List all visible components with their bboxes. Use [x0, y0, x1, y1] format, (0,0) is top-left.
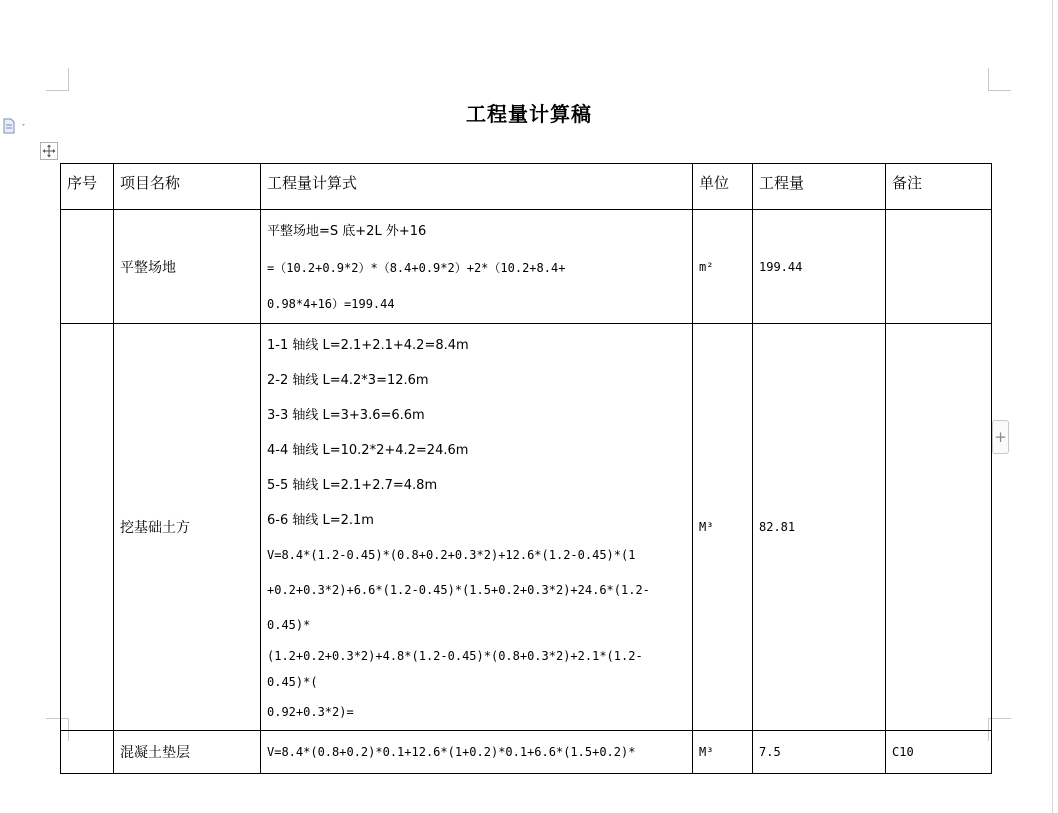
formula-line: (1.2+0.2+0.3*2)+4.8*(1.2-0.45)*(0.8+0.3*2)+2.1*(1.2-0.45)*(: [267, 649, 643, 689]
cell-formula[interactable]: [261, 210, 693, 324]
formula-line: 2-2 轴线 L=4.2*3=12.6m: [267, 373, 429, 388]
header-seq: 序号: [61, 164, 114, 210]
table-row: [61, 324, 992, 731]
formula-line: 1-1 轴线 L=2.1+2.1+4.2=8.4m: [267, 338, 469, 353]
add-column-button[interactable]: [992, 420, 1009, 454]
table-header-row: [61, 164, 992, 210]
cell-formula[interactable]: [261, 731, 693, 774]
cell-quantity[interactable]: 7.5: [753, 731, 886, 774]
cell-name[interactable]: 平整场地: [114, 210, 261, 324]
formula-line: 6-6 轴线 L=2.1m: [267, 513, 374, 528]
table-row: [61, 210, 992, 324]
cell-formula[interactable]: [261, 324, 693, 731]
cell-seq[interactable]: [61, 731, 114, 774]
header-unit: 单位: [693, 164, 753, 210]
header-name: 项目名称: [114, 164, 261, 210]
formula-line: 4-4 轴线 L=10.2*2+4.2=24.6m: [267, 443, 469, 458]
document-title: 工程量计算稿: [466, 102, 592, 126]
table-row: [61, 731, 992, 774]
cell-quantity[interactable]: 82.81: [753, 324, 886, 731]
cell-unit[interactable]: M³: [693, 731, 753, 774]
header-quantity: 工程量: [753, 164, 886, 210]
formula-line: 平整场地=S 底+2L 外+16: [267, 224, 427, 239]
calculation-table: [60, 163, 992, 774]
formula-line: +0.2+0.3*2)+6.6*(1.2-0.45)*(1.5+0.2+0.3*2)+24.6*(1.2-0.45)*: [267, 583, 650, 632]
header-remark: 备注: [886, 164, 992, 210]
plus-icon: +: [994, 428, 1007, 446]
cell-name[interactable]: 挖基础土方: [114, 324, 261, 731]
formula-line: V=8.4*(1.2-0.45)*(0.8+0.2+0.3*2)+12.6*(1.2-0.45)*(1: [267, 548, 636, 562]
cell-seq[interactable]: [61, 324, 114, 731]
formula-line: 3-3 轴线 L=3+3.6=6.6m: [267, 408, 425, 423]
formula-line: 5-5 轴线 L=2.1+2.7=4.8m: [267, 478, 438, 493]
move-arrows-icon: [42, 144, 56, 158]
table-move-handle[interactable]: [40, 142, 58, 160]
cell-remark[interactable]: C10: [886, 731, 992, 774]
cell-quantity[interactable]: 199.44: [753, 210, 886, 324]
formula-line: 0.98*4+16）=199.44: [267, 297, 395, 311]
formula-line: =（10.2+0.9*2）*（8.4+0.9*2）+2*（10.2+8.4+: [267, 261, 566, 275]
cell-unit[interactable]: m²: [693, 210, 753, 324]
header-formula: 工程量计算式: [261, 164, 693, 210]
formula-line: 0.92+0.3*2)=: [267, 705, 354, 719]
page-corner-mark-top-right: [988, 68, 1011, 91]
cell-remark[interactable]: [886, 324, 992, 731]
cell-name[interactable]: 混凝土垫层: [114, 731, 261, 774]
page-corner-mark-top-left: [46, 68, 69, 91]
cell-remark[interactable]: [886, 210, 992, 324]
cell-unit[interactable]: M³: [693, 324, 753, 731]
formula-line: V=8.4*(0.8+0.2)*0.1+12.6*(1+0.2)*0.1+6.6*(1.5+0.2)*: [267, 745, 636, 759]
cell-seq[interactable]: [61, 210, 114, 324]
